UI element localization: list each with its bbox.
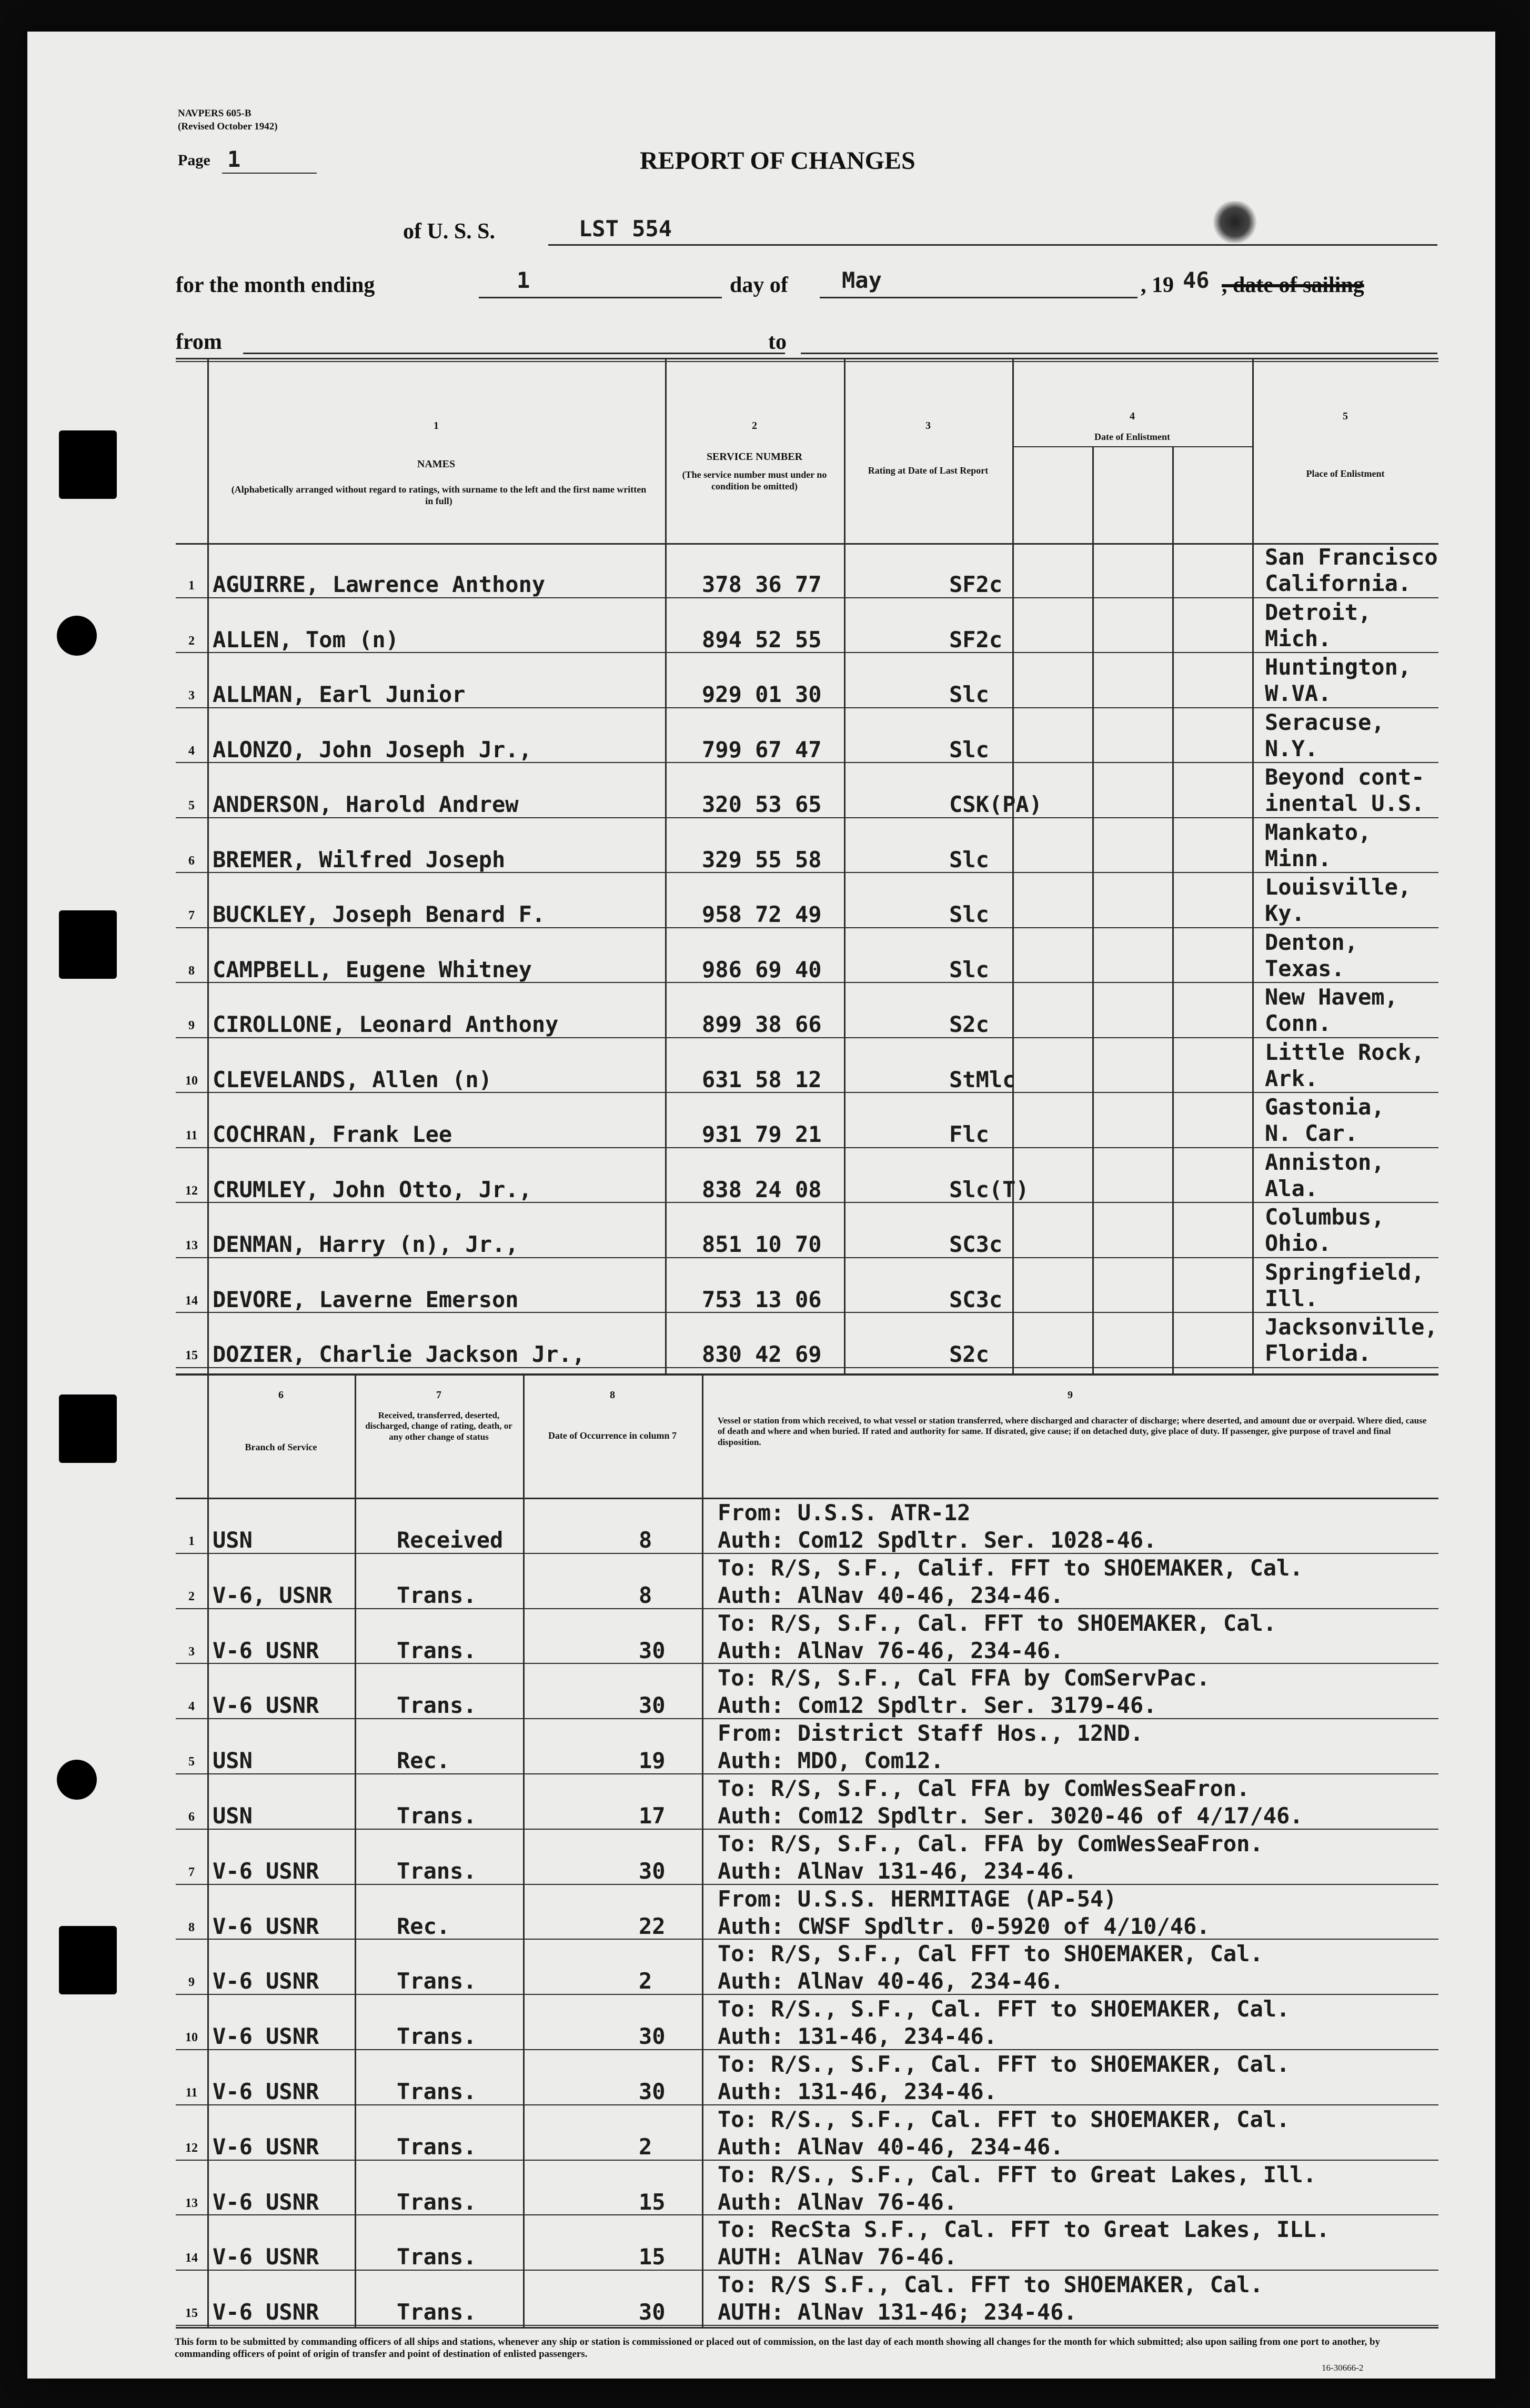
change-of-status: Trans. (397, 2299, 477, 2325)
remarks-line-2: Auth: 131-46, 234-46. (718, 2023, 998, 2050)
date-of-occurrence: 22 (639, 1913, 666, 1939)
year-value: 46 (1183, 267, 1210, 293)
branch-of-service: USN (213, 1527, 253, 1553)
place-line-2: Ill. (1265, 1285, 1318, 1311)
place-line-1: Little Rock, (1265, 1039, 1425, 1065)
rating: SC3c (949, 1231, 1003, 1257)
table-row (176, 1204, 1438, 1259)
branch-of-service: V-6 USNR (213, 2299, 319, 2325)
service-number: 320 53 65 (702, 791, 822, 817)
crew-name: ALLMAN, Earl Junior (213, 681, 466, 707)
row-number: 9 (188, 1975, 195, 1990)
service-number: 378 36 77 (702, 571, 822, 597)
date-of-occurrence: 30 (639, 2299, 666, 2325)
change-of-status: Received (397, 1527, 504, 1553)
crew-name: CIROLLONE, Leonard Anthony (213, 1011, 559, 1037)
row-number: 6 (188, 1810, 195, 1824)
place-line-2: Ala. (1265, 1175, 1318, 1201)
form-revised: (Revised October 1942) (178, 121, 278, 132)
place-line-1: Columbus, (1265, 1204, 1385, 1230)
service-number: 838 24 08 (702, 1176, 822, 1202)
date-of-occurrence: 8 (639, 1527, 652, 1553)
row-number: 9 (188, 1019, 195, 1032)
date-of-occurrence: 2 (639, 1968, 652, 1994)
place-line-2: N. Car. (1265, 1120, 1358, 1146)
remarks-line-1: To: R/S, S.F., Cal. FFT to SHOEMAKER, Cal. (718, 1610, 1277, 1636)
remarks-line-1: To: R/S, S.F., Cal. FFA by ComWesSeaFron. (718, 1830, 1263, 1857)
change-of-status: Trans. (397, 2244, 477, 2270)
rating: Slc(T) (949, 1176, 1029, 1202)
table-row (176, 984, 1438, 1039)
branch-of-service: V-6 USNR (213, 2079, 319, 2104)
branch-of-service: V-6 USNR (213, 1692, 319, 1719)
table-row (176, 1555, 1438, 1610)
service-number: 631 58 12 (702, 1066, 822, 1092)
place-line-1: Seracuse, (1265, 709, 1385, 735)
place-line-1: Springfield, (1265, 1259, 1425, 1285)
row-number: 8 (188, 964, 195, 978)
row-number: 12 (185, 2141, 198, 2155)
remarks-line-1: To: R/S., S.F., Cal. FFT to SHOEMAKER, Cal. (718, 1996, 1290, 2022)
table-row (176, 1996, 1438, 2051)
crew-name: CLEVELANDS, Allen (n) (213, 1066, 492, 1092)
table-row (176, 2106, 1438, 2162)
place-line-1: Jacksonville, (1265, 1314, 1438, 1340)
change-of-status: Trans. (397, 2023, 477, 2050)
remarks-line-2: Auth: Com12 Spdltr. Ser. 3179-46. (718, 1692, 1157, 1719)
table-row (176, 764, 1438, 819)
branch-of-service: V-6 USNR (213, 1858, 319, 1884)
remarks-line-1: From: District Staff Hos., 12ND. (718, 1720, 1144, 1747)
service-number: 931 79 21 (702, 1121, 822, 1147)
change-of-status: Trans. (397, 2189, 477, 2215)
row-number: 5 (188, 1755, 195, 1769)
remarks-line-2: AUTH: AlNav 131-46; 234-46. (718, 2299, 1077, 2325)
crew-name: CAMPBELL, Eugene Whitney (213, 956, 532, 982)
branch-of-service: USN (213, 1748, 253, 1774)
table-row (176, 929, 1438, 985)
remarks-line-2: Auth: AlNav 40-46, 234-46. (718, 2133, 1064, 2160)
remarks-line-1: To: R/S, S.F., Calif. FFT to SHOEMAKER, Cal. (718, 1554, 1303, 1581)
binder-slot (59, 1394, 117, 1463)
row-number: 1 (188, 1534, 195, 1548)
place-line-1: Denton, (1265, 929, 1358, 955)
table-row (176, 2272, 1438, 2327)
place-line-2: Conn. (1265, 1010, 1332, 1036)
col-names-header: NAMES (417, 458, 456, 470)
service-number: 929 01 30 (702, 681, 822, 707)
changes-table: 6 Branch of Service 7 Received, transferred, deserted, discharged, change of rating, death, or any other change of status 8 Date of Occurrence in column 7 9 Vessel or station from which received, to what vessel or station transferred, where discharged and character of discharge; where deserted, and amount due or overpaid. Where died, cause of death and where and when buried. If rated and authority for same. If disrated, give cause; if on detached duty, give place of duty. If passenger, give purpose of travel and final disposition. 1 USN Received 8 From: U.S.S. ATR-12 Auth: Com12 Spdltr. Ser. 1028-46. 2 V-6, USNR Trans. 8 To: R/S, S.F., Calif. FFT to SHOEMAKER, Cal. Auth: AlNav 40-46, 234-46. 3 V-6 USNR Trans. 30 To: R/S, S.F., Cal. FFT to SHOEMAKER, Cal. Auth: AlNav 76-46, 234-46. 4 V-6 USNR Trans. 30 To: R/S, S.F., Cal FFA by ComServPac. Auth: Com12 Spdltr. Ser. 3179-46. 5 USN Rec. 19 From: District Staff Hos., 12ND. Auth: MDO, Com12. 6 USN Trans. 17 To: R/S, S.F., Cal FFA by ComWesSeaFron. Auth: Com12 Spdltr. Ser. 3020-46 of 4/17/46. 7 V-6 USNR Trans. 30 To: R/S, S.F., Cal. FFA by ComWesSeaFron. Auth: AlNav 131-46, 234-46. 8 V-6 USNR Rec. 22 From: U.S.S. HERMITAGE (AP-54) Auth: CWSF Spdltr. 0-5920 of 4/10/46. 9 V-6 USNR Trans. 2 To: R/S, S.F., Cal FFT to SHOEMAKER, Cal. Auth: AlNav 40-46, 234-46. 10 V-6 USNR Trans. 30 To: R/S., S.F., Cal. FFT to SHOEMAKER, Cal. Auth: 131-46, 234-46. 11 V-6 USNR Trans. 30 To: R/S., S.F., Cal. FFT to SHOEMAKER, Cal. Auth: 131-46, 234-46. 12 V-6 USNR Trans. 2 To: R/S., S.F., Cal. FFT to SHOEMAKER, Cal. Auth: AlNav 40-46, 234-46. 13 V-6 USNR Trans. 15 To: R/S., S.F., Cal. FFT to Great Lakes, Ill. Auth: AlNav 76-46. 14 V-6 USNR Trans. 15 To: RecSta S.F., Cal. FFT to Great Lakes, ILL. AUTH: AlNav 76-46. 15 V-6 USNR Trans. 30 To: R/S S.F., Cal. FFT to SHOEMAKER, Cal. AUTH: AlNav 131-46; 234-46. (176, 1373, 1438, 2329)
change-of-status: Rec. (397, 1913, 450, 1939)
personnel-rows (176, 544, 1438, 1373)
remarks-line-1: From: U.S.S. HERMITAGE (AP-54) (718, 1885, 1117, 1912)
from-label: from (176, 330, 222, 354)
rating: Slc (949, 901, 989, 927)
rating: Slc (949, 736, 989, 762)
place-line-1: San Francisco (1265, 544, 1438, 570)
place-line-2: W.VA. (1265, 680, 1332, 706)
row-number: 5 (188, 799, 195, 812)
table-row (176, 1941, 1438, 1996)
place-line-2: Texas. (1265, 955, 1345, 981)
service-number: 753 13 06 (702, 1286, 822, 1312)
remarks-line-1: From: U.S.S. ATR-12 (718, 1500, 971, 1526)
service-number: 329 55 58 (702, 846, 822, 872)
date-of-occurrence: 30 (639, 2079, 666, 2104)
col-rating-header: Rating at Date of Last Report (868, 465, 989, 476)
date-of-occurrence: 30 (639, 1692, 666, 1719)
row-number: 15 (185, 2306, 198, 2321)
place-line-1: Huntington, (1265, 654, 1412, 680)
binder-slot (59, 430, 117, 499)
rating: SC3c (949, 1286, 1003, 1312)
place-line-2: Florida. (1265, 1340, 1372, 1366)
branch-of-service: V-6 USNR (213, 2244, 319, 2270)
change-of-status: Trans. (397, 1858, 477, 1884)
date-of-occurrence: 19 (639, 1748, 666, 1774)
table-row (176, 819, 1438, 875)
table-row (176, 544, 1438, 599)
crew-name: ANDERSON, Harold Andrew (213, 791, 519, 817)
change-of-status: Trans. (397, 1692, 477, 1719)
row-number: 10 (185, 1073, 198, 1088)
service-number: 986 69 40 (702, 956, 822, 982)
place-line-2: N.Y. (1265, 735, 1318, 761)
place-line-1: New Havem, (1265, 984, 1398, 1010)
footer-note: This form to be submitted by commanding officers of all ships and stations, whenever any ship or station is commissioned or placed out of commission, on the last day of each month showing all changes for the month for which submitted; also upon sailing from one port to another, by commanding officers of point of origin of transfer and point of destination of enlisted passengers. (175, 2336, 1381, 2360)
remarks-line-2: Auth: Com12 Spdltr. Ser. 3020-46 of 4/17/46. (718, 1803, 1303, 1829)
page-label: Page (178, 152, 210, 169)
row-number: 13 (185, 1239, 198, 1252)
table-row (176, 1610, 1438, 1665)
place-line-1: Beyond cont- (1265, 764, 1425, 790)
remarks-line-1: To: RecSta S.F., Cal. FFT to Great Lakes, ILL. (718, 2216, 1330, 2243)
remarks-line-2: Auth: AlNav 131-46, 234-46. (718, 1858, 1077, 1884)
row-number: 14 (185, 2251, 198, 2265)
year-label: , 19 (1141, 273, 1174, 297)
rating: Slc (949, 956, 989, 982)
page-title: REPORT OF CHANGES (640, 147, 915, 175)
row-number: 7 (188, 1865, 195, 1879)
rating: S2c (949, 1011, 989, 1037)
document-page (27, 32, 1495, 2379)
table-row (176, 874, 1438, 929)
change-of-status: Rec. (397, 1748, 450, 1774)
table-row (176, 1149, 1438, 1205)
uss-label: of U. S. S. (403, 219, 496, 244)
month-value: May (842, 267, 882, 293)
date-of-occurrence: 30 (639, 2023, 666, 2050)
crew-name: AGUIRRE, Lawrence Anthony (213, 571, 546, 597)
branch-of-service: V-6 USNR (213, 2189, 319, 2215)
col-enlistment-date-header: Date of Enlistment (1094, 432, 1170, 442)
binder-hole (57, 1760, 97, 1800)
row-number: 7 (188, 909, 195, 922)
rating: S2c (949, 1341, 989, 1367)
col-remarks-header: Vessel or station from which received, to what vessel or station transferred, where discharged and character of discharge; where deserted, and amount due or overpaid. Where died, cause of death and where and when buried. If rated and authority for same. If disrated, give cause; if on detached duty, give place of duty. If passenger, give purpose of travel and final disposition. (718, 1416, 1427, 1447)
col-date-occurrence-header: Date of Occurrence in column 7 (548, 1430, 677, 1441)
table-row (176, 1039, 1438, 1095)
rating: CSK(PA) (949, 791, 1043, 817)
service-number: 899 38 66 (702, 1011, 822, 1037)
remarks-line-2: Auth: AlNav 40-46, 234-46. (718, 1582, 1064, 1608)
remarks-line-1: To: R/S, S.F., Cal FFA by ComWesSeaFron. (718, 1775, 1250, 1801)
change-of-status: Trans. (397, 1637, 477, 1663)
row-number: 8 (188, 1920, 195, 1934)
table-row (176, 599, 1438, 655)
place-line-2: Minn. (1265, 845, 1332, 871)
binder-hole (57, 616, 97, 656)
place-line-2: California. (1265, 570, 1412, 596)
row-number: 2 (188, 634, 195, 648)
branch-of-service: V-6 USNR (213, 2023, 319, 2050)
rating: StMlc (949, 1066, 1016, 1092)
remarks-line-1: To: R/S., S.F., Cal. FFT to Great Lakes, Ill. (718, 2161, 1316, 2188)
change-of-status: Trans. (397, 1582, 477, 1608)
remarks-line-2: Auth: AlNav 76-46. (718, 2189, 958, 2215)
remarks-line-2: Auth: Com12 Spdltr. Ser. 1028-46. (718, 1527, 1157, 1553)
place-line-1: Louisville, (1265, 874, 1412, 900)
table-row (176, 1314, 1438, 1369)
crew-name: ALONZO, John Joseph Jr., (213, 736, 532, 762)
remarks-line-2: Auth: AlNav 76-46, 234-46. (718, 1637, 1064, 1663)
crew-name: COCHRAN, Frank Lee (213, 1121, 452, 1147)
row-number: 1 (188, 579, 195, 593)
remarks-line-1: To: R/S., S.F., Cal. FFT to SHOEMAKER, Cal. (718, 2106, 1290, 2132)
service-number: 830 42 69 (702, 1341, 822, 1367)
place-line-2: Ohio. (1265, 1230, 1332, 1256)
change-of-status: Trans. (397, 1968, 477, 1994)
crew-name: ALLEN, Tom (n) (213, 626, 399, 653)
rating: SF2c (949, 626, 1003, 653)
table-row (176, 1665, 1438, 1720)
date-of-occurrence: 2 (639, 2133, 652, 2160)
table-row (176, 1720, 1438, 1775)
row-number: 3 (188, 689, 195, 703)
date-of-occurrence: 8 (639, 1582, 652, 1608)
to-label: to (768, 330, 787, 354)
personnel-table: 1 NAMES (Alphabetically arranged without regard to ratings, with surname to the left and the first name written in full) 2 SERVICE NUMBER (The service number must under no condition be omitted) 3 Rating at Date of Last Report 4 Date of Enlistment 5 Place of Enlistment 1 AGUIRRE, Lawrence Anthony 378 36 77 SF2c San Francisco California. 2 ALLEN, Tom (n) 894 52 55 SF2c Detroit, Mich. 3 ALLMAN, Earl Junior 929 01 30 Slc Huntington, W.VA. 4 ALONZO, John Joseph Jr., 799 67 47 Slc Seracuse, N.Y. 5 ANDERSON, Harold Andrew 320 53 65 CSK(PA) Beyond cont- inental U.S. 6 BREMER, Wilfred Joseph 329 55 58 Slc Mankato, Minn. 7 BUCKLEY, Joseph Benard F. 958 72 49 Slc Louisville, Ky. 8 CAMPBELL, Eugene Whitney 986 69 40 Slc Denton, Texas. 9 CIROLLONE, Leonard Anthony 899 38 66 S2c New Havem, Conn. 10 CLEVELANDS, Allen (n) 631 58 12 StMlc Little Rock, Ark. 11 COCHRAN, Frank Lee 931 79 21 Flc Gastonia, N. Car. 12 CRUMLEY, John Otto, Jr., 838 24 08 Slc(T) Anniston, Ala. 13 DENMAN, Harry (n), Jr., 851 10 70 SC3c Columbus, Ohio. 14 DEVORE, Laverne Emerson 753 13 06 SC3c Springfield, Ill. 15 DOZIER, Charlie Jackson Jr., 830 42 69 S2c Jacksonville, Florida. (176, 358, 1438, 1373)
change-of-status: Trans. (397, 2133, 477, 2160)
place-line-1: Detroit, (1265, 599, 1372, 625)
table-row (176, 2051, 1438, 2106)
ink-smudge (1211, 201, 1259, 243)
service-number: 894 52 55 (702, 626, 822, 653)
date-of-sailing-label: , date of sailing (1222, 273, 1364, 297)
service-number: 958 72 49 (702, 901, 822, 927)
date-of-occurrence: 30 (639, 1637, 666, 1663)
place-line-2: inental U.S. (1265, 790, 1425, 816)
day-value: 1 (517, 267, 530, 293)
place-line-1: Anniston, (1265, 1149, 1385, 1175)
branch-of-service: V-6 USNR (213, 2133, 319, 2160)
branch-of-service: V-6 USNR (213, 1913, 319, 1939)
remarks-line-2: Auth: MDO, Com12. (718, 1748, 944, 1774)
row-number: 4 (188, 1700, 195, 1714)
row-number: 2 (188, 1589, 195, 1603)
row-number: 15 (185, 1349, 198, 1362)
branch-of-service: V-6 USNR (213, 1637, 319, 1663)
month-ending-label: for the month ending (176, 273, 375, 297)
row-number: 10 (185, 2031, 198, 2045)
col-service-number-header: SERVICE NUMBER (706, 451, 803, 463)
remarks-line-2: Auth: 131-46, 234-46. (718, 2079, 998, 2104)
crew-name: DOZIER, Charlie Jackson Jr., (213, 1341, 586, 1367)
date-of-occurrence: 30 (639, 1858, 666, 1884)
place-line-1: Mankato, (1265, 819, 1372, 845)
binder-slot (59, 910, 117, 979)
col-place-header: Place of Enlistment (1306, 468, 1385, 479)
service-number: 799 67 47 (702, 736, 822, 762)
table-row (176, 1094, 1438, 1149)
table-row (176, 2216, 1438, 2272)
branch-of-service: USN (213, 1803, 253, 1829)
table-row (176, 2162, 1438, 2217)
col-branch-header: Branch of Service (245, 1442, 317, 1452)
service-number: 851 10 70 (702, 1231, 822, 1257)
table-row (176, 709, 1438, 765)
row-number: 11 (185, 2086, 198, 2100)
changes-rows (176, 1500, 1438, 2327)
place-line-2: Ky. (1265, 900, 1305, 926)
form-id: NAVPERS 605-B (178, 108, 251, 119)
branch-of-service: V-6, USNR (213, 1582, 333, 1608)
table-row (176, 1886, 1438, 1941)
place-line-1: Gastonia, (1265, 1094, 1385, 1120)
row-number: 3 (188, 1644, 195, 1659)
rating: SF2c (949, 571, 1003, 597)
print-code: 16-30666-2 (1322, 2363, 1364, 2373)
place-line-2: Ark. (1265, 1065, 1318, 1091)
date-of-occurrence: 17 (639, 1803, 666, 1829)
remarks-line-2: Auth: AlNav 40-46, 234-46. (718, 1968, 1064, 1994)
rating: Slc (949, 846, 989, 872)
day-of-label: day of (730, 273, 788, 297)
date-of-occurrence: 15 (639, 2189, 666, 2215)
crew-name: CRUMLEY, John Otto, Jr., (213, 1176, 532, 1202)
row-number: 12 (185, 1183, 198, 1198)
remarks-line-2: Auth: CWSF Spdltr. 0-5920 of 4/10/46. (718, 1913, 1210, 1939)
page-number: 1 (227, 146, 241, 172)
crew-name: DEVORE, Laverne Emerson (213, 1286, 519, 1312)
change-of-status: Trans. (397, 1803, 477, 1829)
remarks-line-1: To: R/S, S.F., Cal FFA by ComServPac. (718, 1665, 1210, 1691)
table-row (176, 1500, 1438, 1555)
change-of-status: Trans. (397, 2079, 477, 2104)
row-number: 13 (185, 2196, 198, 2210)
binder-slot (59, 1926, 117, 1994)
row-number: 6 (188, 854, 195, 868)
remarks-line-1: To: R/S., S.F., Cal. FFT to SHOEMAKER, Cal. (718, 2051, 1290, 2077)
crew-name: DENMAN, Harry (n), Jr., (213, 1231, 519, 1257)
rating: Flc (949, 1121, 989, 1147)
remarks-line-1: To: R/S S.F., Cal. FFT to SHOEMAKER, Cal. (718, 2272, 1263, 2298)
col-change-header: Received, transferred, deserted, discharged, change of rating, death, or any other change of status (365, 1410, 512, 1442)
table-row (176, 1259, 1438, 1315)
date-of-occurrence: 15 (639, 2244, 666, 2270)
crew-name: BREMER, Wilfred Joseph (213, 846, 506, 872)
row-number: 4 (188, 744, 195, 758)
ship-name: LST 554 (579, 216, 672, 242)
remarks-line-1: To: R/S, S.F., Cal FFT to SHOEMAKER, Cal. (718, 1941, 1263, 1967)
table-row (176, 1775, 1438, 1831)
rating: Slc (949, 681, 989, 707)
row-number: 14 (185, 1293, 198, 1308)
remarks-line-2: AUTH: AlNav 76-46. (718, 2244, 958, 2270)
crew-name: BUCKLEY, Joseph Benard F. (213, 901, 546, 927)
place-line-2: Mich. (1265, 625, 1332, 651)
row-number: 11 (185, 1129, 198, 1142)
branch-of-service: V-6 USNR (213, 1968, 319, 1994)
table-row (176, 1831, 1438, 1886)
table-row (176, 654, 1438, 709)
